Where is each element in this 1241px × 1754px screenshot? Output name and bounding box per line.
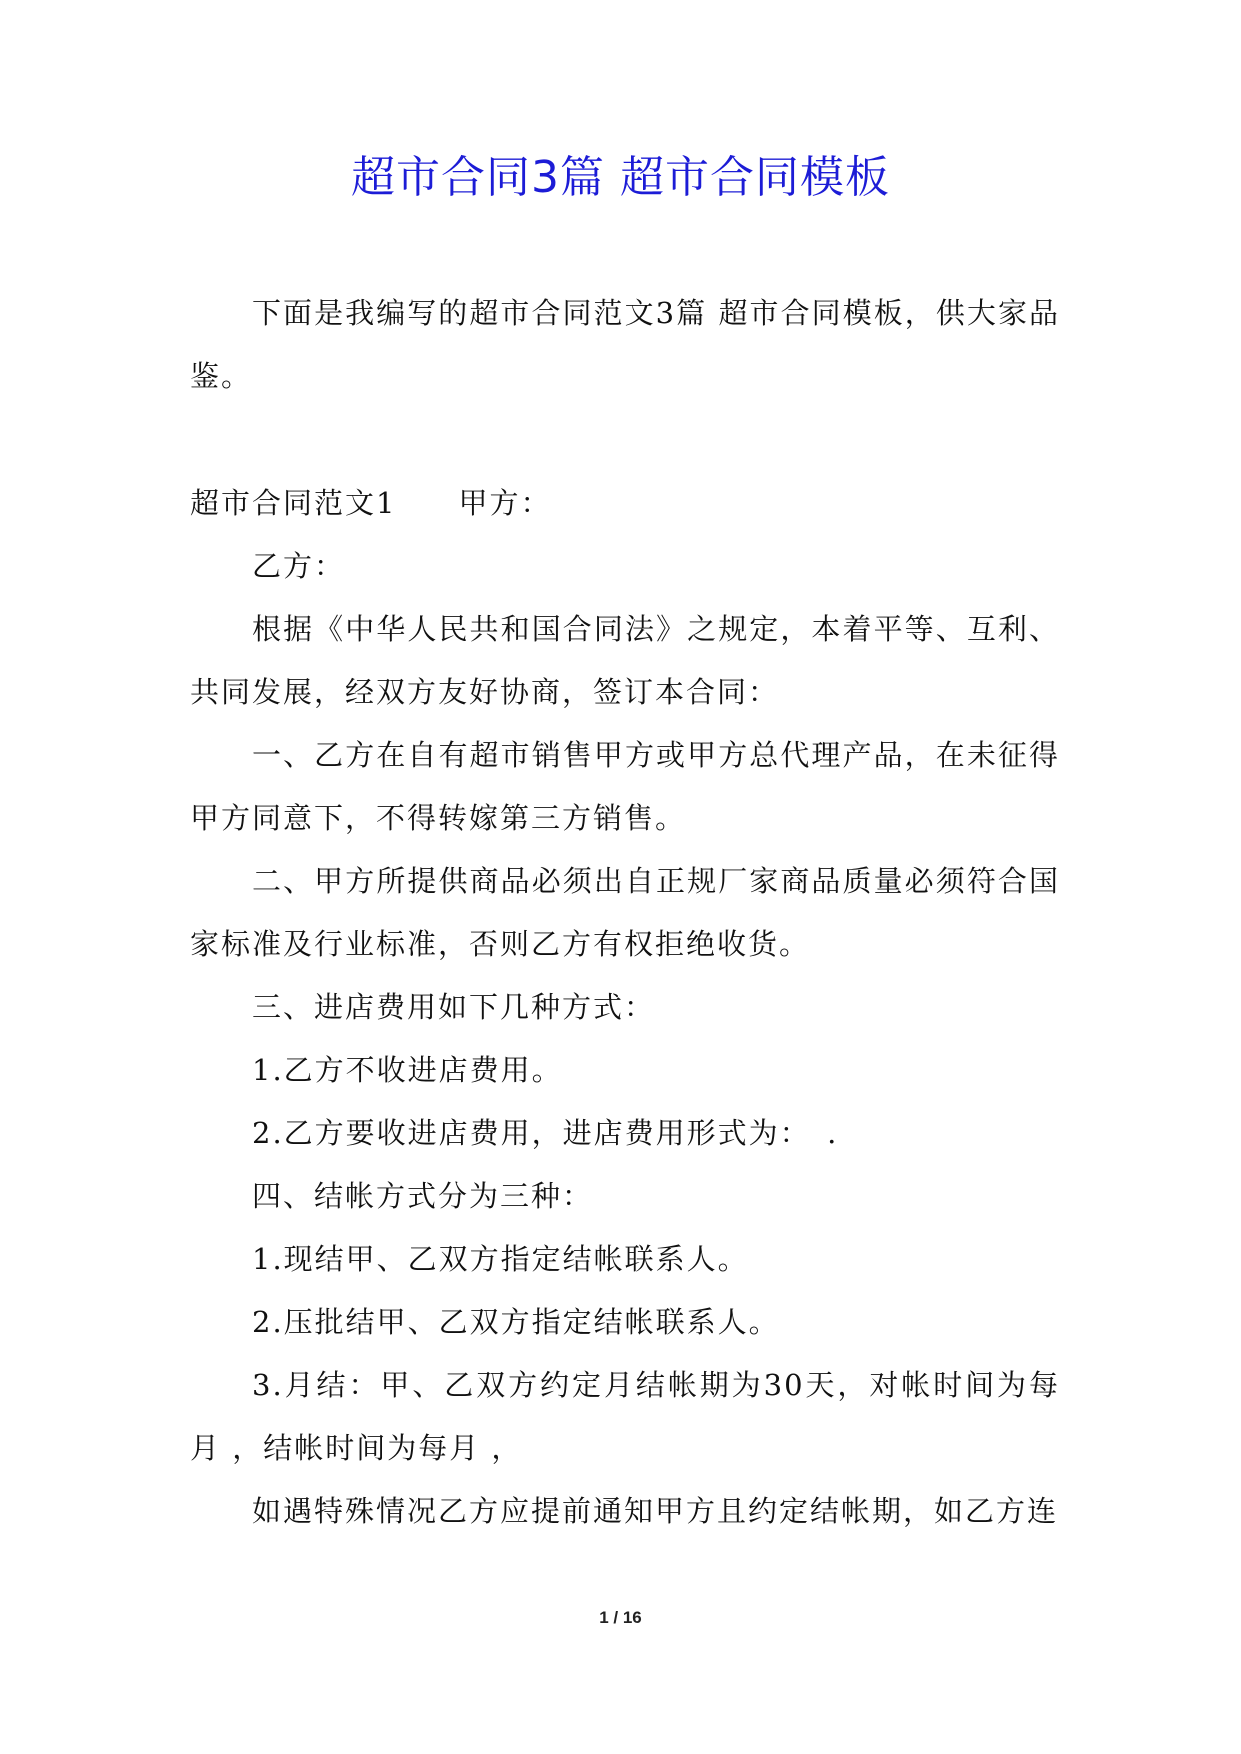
- body-paragraph: 1.现结甲、乙双方指定结帐联系人。: [252, 1242, 749, 1276]
- document-body: [190, 282, 1060, 1543]
- page-indicator: 1 / 16: [599, 1608, 642, 1627]
- body-paragraph: 乙方：: [252, 549, 346, 583]
- body-paragraph: 2.压批结甲、乙双方指定结帐联系人。: [252, 1305, 780, 1339]
- section-heading: 超市合同范文1 甲方：: [190, 486, 552, 520]
- body-paragraph: 一、乙方在自有超市销售甲方或甲方总代理产品，在未征得甲方同意下，不得转嫁第三方销售。: [190, 738, 1060, 835]
- body-paragraph: 2.乙方要收进店费用，进店费用形式为： .: [252, 1116, 839, 1150]
- body-paragraph: 1.乙方不收进店费用。: [252, 1053, 563, 1087]
- body-paragraph: 根据《中华人民共和国合同法》之规定，本着平等、互利、共同发展，经双方友好协商，签订本合同：: [190, 612, 1060, 709]
- body-paragraph: 如遇特殊情况乙方应提前通知甲方且约定结帐期，如乙方连: [252, 1494, 1059, 1528]
- body-paragraph: 三、进店费用如下几种方式：: [252, 990, 656, 1024]
- document-title: 超市合同3篇 超市合同模板: [351, 152, 890, 203]
- body-paragraph: 四、结帐方式分为三种：: [252, 1179, 594, 1213]
- body-paragraph: 二、甲方所提供商品必须出自正规厂家商品质量必须符合国家标准及行业标准，否则乙方有权拒绝收货。: [190, 864, 1060, 961]
- body-paragraph: 3.月结：甲、乙双方约定月结帐期为30天，对帐时间为每月 ，结帐时间为每月 ，: [190, 1368, 1060, 1465]
- intro-paragraph: 下面是我编写的超市合同范文3篇 超市合同模板，供大家品鉴。: [190, 296, 1060, 393]
